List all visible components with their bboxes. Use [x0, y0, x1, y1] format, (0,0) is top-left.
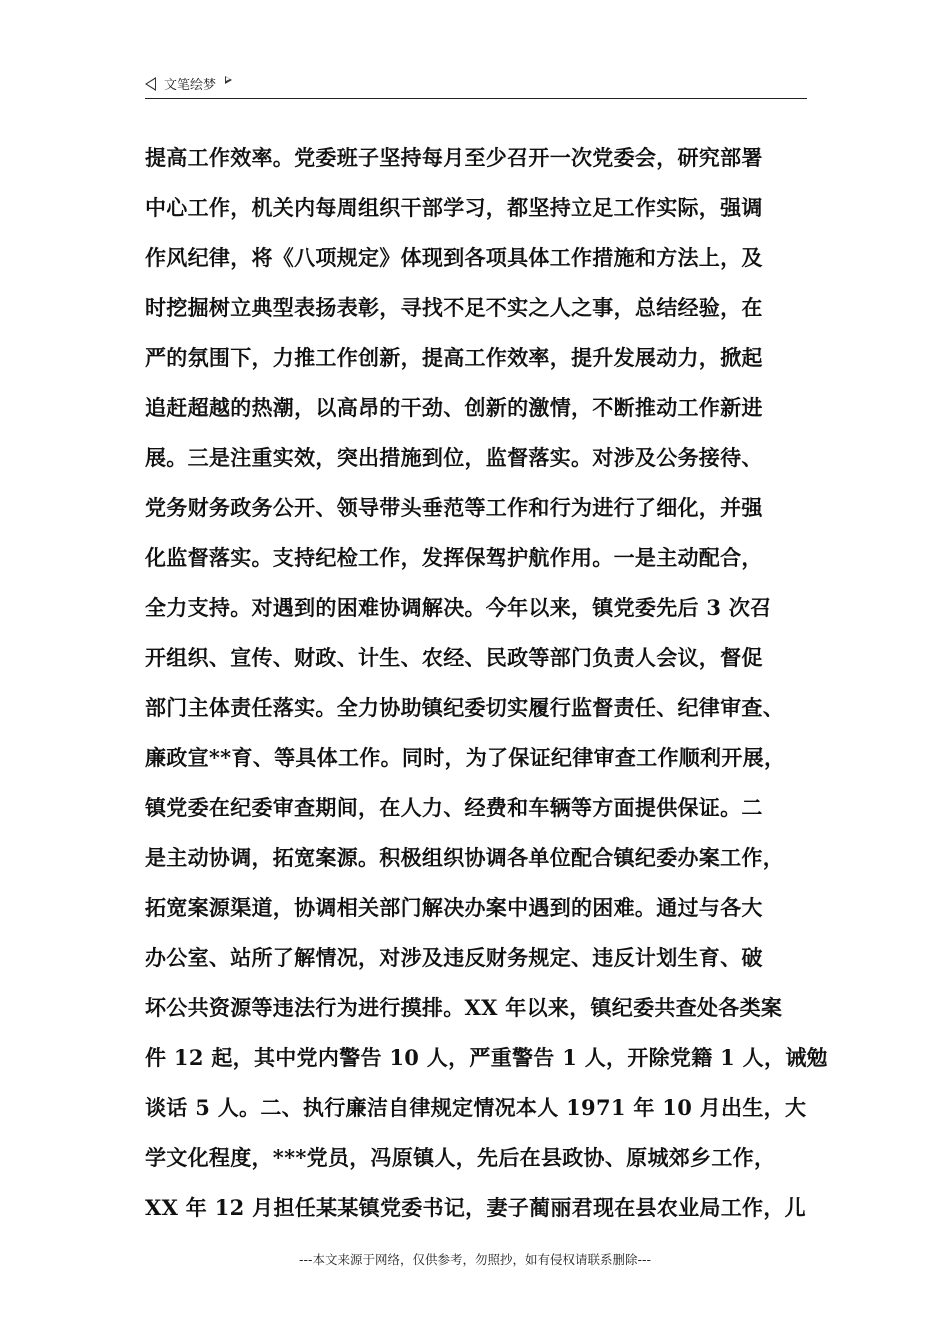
- page-header: [145, 74, 807, 99]
- body-line: 件 12 起，其中党内警告 10 人，严重警告 1 人，开除党籍 1 人，诫勉: [145, 1045, 828, 1070]
- triangle-left-icon: [145, 77, 156, 91]
- body-line: 追赶超越的热潮，以高昂的干劲、创新的激情，不断推动工作新进: [145, 395, 763, 420]
- source-notice: ---本文来源于网络，仅供参考，勿照抄，如有侵权请联系删除---: [298, 1252, 652, 1267]
- header-brand: [145, 74, 232, 93]
- body-line: 学文化程度，***党员，冯原镇人，先后在县政协、原城郊乡工作，: [145, 1145, 776, 1170]
- body-line: 部门主体责任落实。全力协助镇纪委切实履行监督责任、纪律审查、: [145, 695, 784, 720]
- body-line: 镇党委在纪委审查期间，在人力、经费和车辆等方面提供保证。二: [145, 795, 763, 820]
- body-line: 廉政宣**育、等具体工作。同时，为了保证纪律审查工作顺利开展，: [145, 745, 786, 770]
- body-line: 展。三是注重实效，突出措施到位，监督落实。对涉及公务接待、: [145, 445, 763, 470]
- body-line: 办公室、站所了解情况，对涉及违反财务规定、违反计划生育、破: [145, 945, 763, 970]
- body-line: 开组织、宣传、财政、计生、农经、民政等部门负责人会议，督促: [145, 645, 763, 670]
- body-line: 拓宽案源渠道，协调相关部门解决办案中遇到的困难。通过与各大: [145, 895, 763, 920]
- body-line: XX 年 12 月担任某某镇党委书记，妻子蔺丽君现在县农业局工作，儿: [145, 1195, 806, 1220]
- document-body: [145, 133, 828, 1233]
- body-line: 作风纪律，将《八项规定》体现到各项具体工作措施和方法上，及: [145, 245, 763, 270]
- body-line: 党务财务政务公开、领导带头垂范等工作和行为进行了细化，并强: [145, 495, 763, 520]
- body-line: 严的氛围下，力推工作创新，提高工作效率，提升发展动力，掀起: [145, 345, 763, 370]
- body-line: 中心工作，机关内每周组织干部学习，都坚持立足工作实际，强调: [145, 195, 763, 220]
- header-title: 文笔绘梦: [164, 78, 217, 93]
- body-line: 全力支持。对遇到的困难协调解决。今年以来，镇党委先后 3 次召: [145, 595, 772, 620]
- body-line: 提高工作效率。党委班子坚持每月至少召开一次党委会，研究部署: [145, 145, 763, 170]
- body-line: 化监督落实。支持纪检工作，发挥保驾护航作用。一是主动配合，: [145, 545, 763, 570]
- body-line: 谈话 5 人。二、执行廉洁自律规定情况本人 1971 年 10 月出生，大: [145, 1095, 807, 1120]
- body-line: 坏公共资源等违法行为进行摸排。XX 年以来，镇纪委共查处各类案: [145, 995, 783, 1020]
- body-line: 时挖掘树立典型表扬表彰，寻找不足不实之人之事，总结经验，在: [145, 295, 763, 320]
- triangle-right-icon: [225, 76, 232, 84]
- body-line: 是主动协调，拓宽案源。积极组织协调各单位配合镇纪委办案工作，: [145, 845, 784, 870]
